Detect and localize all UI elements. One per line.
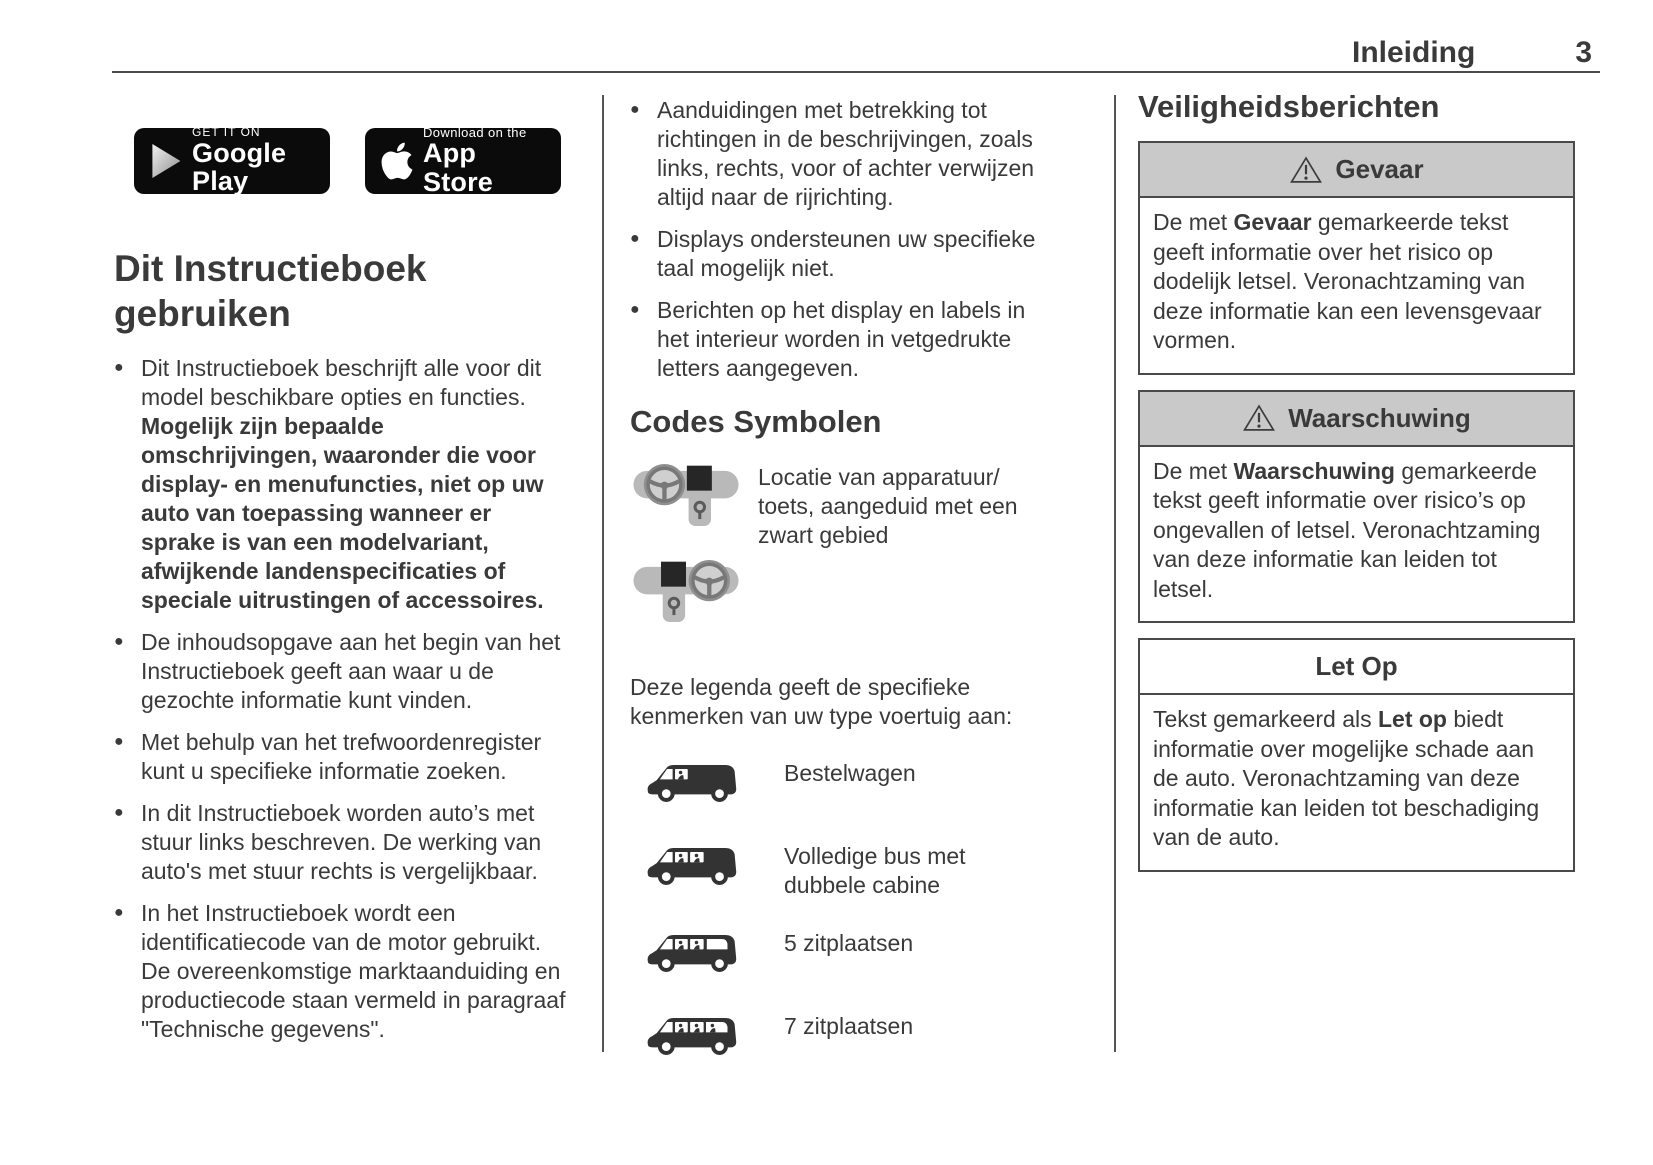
box-body-text: gemarkeerde tekst geeft informatie over risico’s op ongevallen of letsel. Veronachtzaming van deze informatie kan leiden tot letsel. xyxy=(1153,457,1541,602)
box-body-text: Tekst gemarkeerd als xyxy=(1153,706,1378,732)
bullet-item xyxy=(114,899,566,1044)
bullet-item xyxy=(114,354,566,615)
bullet-text: Dit Instructieboek beschrijft alle voor dit model beschikbare opties en functies. xyxy=(141,355,542,410)
store-badges xyxy=(134,124,566,197)
box-body-keyword: Gevaar xyxy=(1233,209,1312,235)
legend-row xyxy=(644,757,1044,813)
box-title: Waarschuwing xyxy=(1288,402,1471,433)
page-title: Inleiding xyxy=(1351,36,1476,69)
caution-box xyxy=(1138,638,1575,872)
left-column xyxy=(114,124,566,1057)
van-dubbele-cabine-icon xyxy=(644,840,744,896)
badge-tagline: Download on the xyxy=(423,124,527,140)
box-body-text: De met xyxy=(1153,457,1234,484)
van-5-zitplaatsen-icon xyxy=(644,927,744,983)
play-triangle-icon xyxy=(144,142,188,180)
left-bullet-list xyxy=(114,354,566,1044)
danger-box-header xyxy=(1140,143,1573,198)
symbol-icons xyxy=(630,455,742,643)
box-body xyxy=(1140,198,1573,373)
box-body xyxy=(1140,447,1573,622)
section-heading: Veiligheidsberichten xyxy=(1138,89,1440,124)
van-bestelwagen-icon xyxy=(644,757,744,813)
dashboard-wheel-right-icon xyxy=(630,551,742,643)
legend-row xyxy=(644,927,1044,983)
warning-triangle-icon xyxy=(1242,403,1276,433)
section-heading: Dit Instructieboek gebruiken xyxy=(114,248,427,334)
bullet-text: De inhoudsopgave aan het begin van het Instructieboek geeft aan waar u de gezochte informatie kunt vinden. xyxy=(141,629,561,713)
bullet-item xyxy=(630,225,1044,283)
column-divider xyxy=(1114,95,1116,1052)
app-store-badge xyxy=(365,124,561,197)
box-body-text: biedt informatie over mogelijke schade aan de auto. Veronachtzaming van deze informatie kan leiden tot beschadiging van de auto. xyxy=(1153,706,1540,850)
box-body-text: De met xyxy=(1153,209,1234,235)
bullet-item xyxy=(114,728,566,786)
warning-box xyxy=(1138,390,1575,624)
bullet-item xyxy=(114,628,566,715)
warning-triangle-icon xyxy=(1289,155,1323,185)
bullet-text: Displays ondersteunen uw specifieke taal mogelijk niet. xyxy=(657,226,1036,281)
legend-label: 7 zitplaatsen xyxy=(784,1013,914,1039)
box-title: Gevaar xyxy=(1335,154,1424,184)
bullet-text: Berichten op het display en labels in het interieur worden in vetgedrukte letters aangegeven. xyxy=(657,297,1026,381)
van-7-zitplaatsen-icon xyxy=(644,1010,744,1066)
right-column xyxy=(1138,88,1575,872)
middle-bullet-list xyxy=(630,96,1044,383)
bullet-text: Met behulp van het trefwoordenregister kunt u specifieke informatie zoeken. xyxy=(141,729,542,784)
legend-label: 5 zitplaatsen xyxy=(784,930,914,956)
badge-store-name: App Store xyxy=(423,138,494,197)
bullet-item xyxy=(630,296,1044,383)
danger-box xyxy=(1138,141,1575,375)
middle-column xyxy=(630,96,1044,1093)
bullet-text-bold: Mogelijk zijn bepaalde omschrijvingen, waaronder die voor display- en menufuncties, niet op uw auto van toepassing wanneer er sprake is van een modelvariant, afwijkende landenspecificaties of speciale uitrustingen of accessoires. xyxy=(141,413,544,613)
symbol-caption: Locatie van apparatuur/ toets, aangeduid met een zwart gebied xyxy=(758,464,1018,548)
google-play-badge xyxy=(134,125,330,197)
box-body-text: gemarkeerde tekst geeft informatie over het risico op dodelijk letsel. Veronachtzaming van deze informatie kan een levensgevaar vormen. xyxy=(1153,209,1542,353)
badge-store-name: Google Play xyxy=(192,137,287,197)
legend-intro: Deze legenda geeft de specifieke kenmerken van uw type voertuig aan: xyxy=(630,674,1013,729)
vehicle-legend xyxy=(630,757,1044,1066)
legend-label: Volledige bus met dubbele cabine xyxy=(784,843,966,898)
header-rule xyxy=(112,71,1600,73)
bullet-text: Aanduidingen met betrekking tot richtingen in de beschrijvingen, zoals links, rechts, voor of achter verwijzen altijd naar de rijrichting. xyxy=(657,97,1035,210)
page-number: 3 xyxy=(1575,36,1592,69)
section-heading: Codes Symbolen xyxy=(630,404,882,439)
apple-icon xyxy=(375,140,419,182)
badge-tagline: GET IT ON xyxy=(192,125,261,140)
bullet-text: In dit Instructieboek worden auto’s met stuur links beschreven. De werking van auto's met stuur rechts is vergelijkbaar. xyxy=(141,800,542,884)
legend-label: Bestelwagen xyxy=(784,760,916,786)
page-header xyxy=(112,36,1600,70)
box-title: Let Op xyxy=(1315,651,1398,681)
bullet-item xyxy=(630,96,1044,212)
legend-row xyxy=(644,1010,1044,1066)
box-body-keyword: Let op xyxy=(1377,706,1447,732)
column-divider xyxy=(602,95,604,1052)
warning-box-header xyxy=(1140,392,1573,447)
box-body xyxy=(1140,695,1573,870)
bullet-text: In het Instructieboek wordt een identificatiecode van de motor gebruikt. De overeenkomstige marktaanduiding en productiecode staan vermeld in paragraaf "Technische gegevens". xyxy=(141,900,566,1042)
legend-row xyxy=(644,840,1044,900)
symbol-legend-row xyxy=(630,455,1044,643)
caution-box-header xyxy=(1140,640,1573,695)
bullet-item xyxy=(114,799,566,886)
box-body-keyword: Waarschuwing xyxy=(1233,457,1395,484)
dashboard-wheel-left-icon xyxy=(630,455,742,547)
